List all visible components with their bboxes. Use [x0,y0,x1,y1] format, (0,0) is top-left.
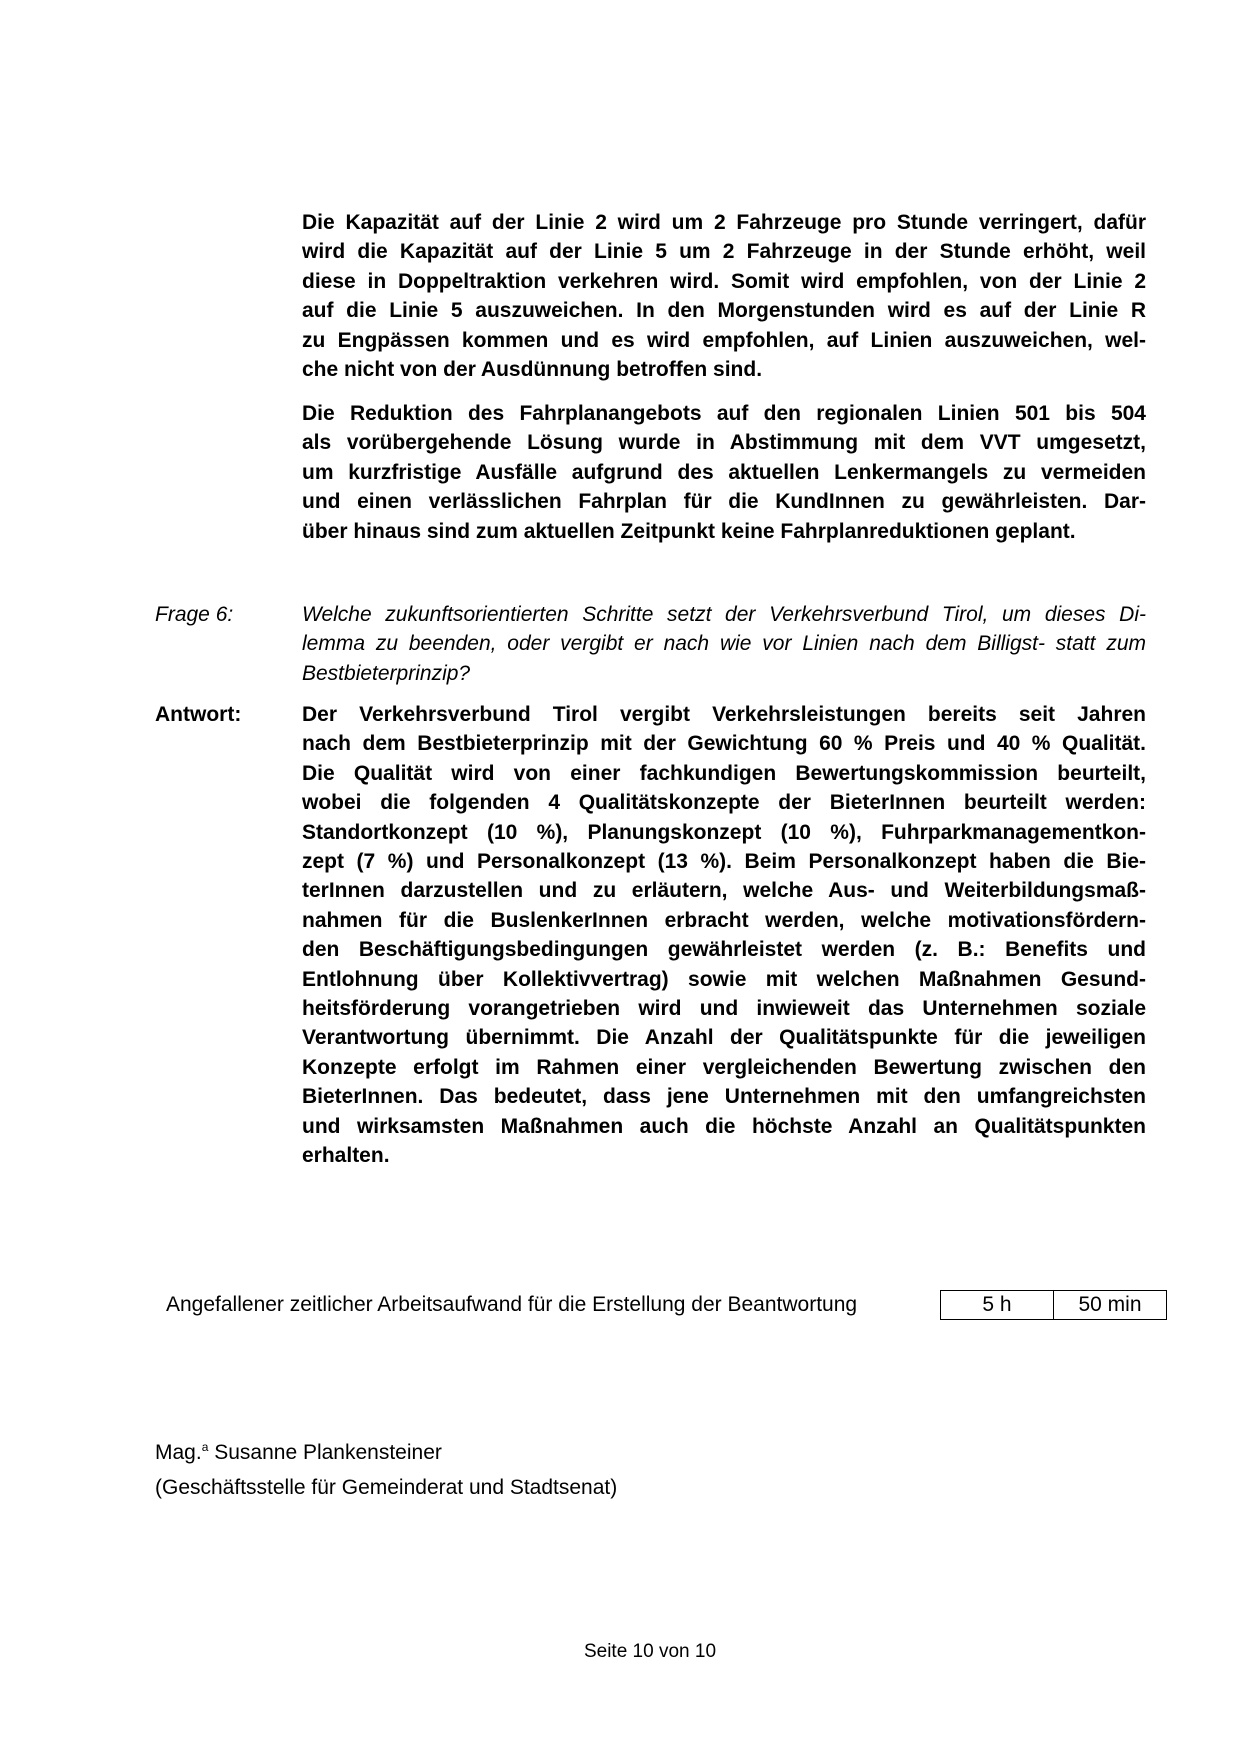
text-line: Die Qualität wird von einer fachkundigen Bewertungskommission beurteilt, [302,761,1146,785]
text-line: Welche zukunftsorientierten Schritte setzt der Verkehrsverbund Tirol, um dieses Di- [302,603,1146,626]
text-line: und einen verlässlichen Fahrplan für die KundInnen zu gewährleisten. Dar- [302,490,1146,514]
text-line: wird die Kapazität auf der Linie 5 um 2 Fahrzeuge in der Stunde erhöht, weil [302,240,1146,264]
signature-name [155,1433,442,1467]
text-line: Die Kapazität auf der Linie 2 wird um 2 Fahrzeuge pro Stunde verringert, dafür [302,211,1146,234]
text-line: Standortkonzept (10 %), Planungskonzept (10 %), Fuhrparkmanagementkon- [302,820,1146,844]
question-label: Frage 6: [155,603,234,626]
signature-title-sup: a [201,1440,209,1454]
signature-department: (Geschäftsstelle für Gemeinderat und Stadtsenat) [155,1476,618,1499]
answer-label: Antwort: [155,703,242,726]
text-line: wobei die folgenden 4 Qualitätskonzepte der BieterInnen beurteilt werden: [302,791,1146,815]
text-line: Bestbieterprinzip? [302,661,471,685]
text-line: Konzepte erfolgt im Rahmen einer vergleichenden Bewertung zwischen den [302,1055,1146,1079]
text-line: über hinaus sind zum aktuellen Zeitpunkt keine Fahrplanreduktionen geplant. [302,519,1076,543]
text-line: heitsförderung vorangetrieben wird und inwieweit das Unternehmen soziale [302,997,1146,1021]
text-line: Entlohnung über Kollektivvertrag) sowie mit welchen Maßnahmen Gesund- [302,967,1146,991]
text-line: lemma zu beenden, oder vergibt er nach wie vor Linien nach dem Billigst- statt zum [302,632,1146,656]
text-line: als vorübergehende Lösung wurde in Abstimmung mit dem VVT umgesetzt, [302,431,1146,455]
effort-minutes: 50 min [1053,1291,1166,1319]
text-line: diese in Doppeltraktion verkehren wird. Somit wird empfohlen, von der Linie 2 [302,269,1146,293]
text-line: Der Verkehrsverbund Tirol vergibt Verkehrsleistungen bereits seit Jahren [302,703,1146,726]
text-line: um kurzfristige Ausfälle aufgrund des aktuellen Lenkermangels zu vermeiden [302,460,1146,484]
text-line: Verantwortung übernimmt. Die Anzahl der Qualitätspunkte für die jeweiligen [302,1026,1146,1050]
text-line: zept (7 %) und Personalkonzept (13 %). Beim Personalkonzept haben die Bie- [302,850,1146,874]
text-line: che nicht von der Ausdünnung betroffen sind. [302,358,763,382]
signature-title: Mag. [155,1441,202,1464]
paragraph-capacity [302,208,1146,384]
text-line: nahmen für die BuslenkerInnen erbracht werden, welche motivationsfördern- [302,908,1146,932]
effort-label: Angefallener zeitlicher Arbeitsaufwand für die Erstellung der Beantwortung [166,1293,858,1316]
text-line: und wirksamsten Maßnahmen auch die höchste Anzahl an Qualitätspunkten [302,1114,1146,1138]
text-line: auf die Linie 5 auszuweichen. In den Morgenstunden wird es auf der Linie R [302,299,1146,323]
question-text [302,600,1146,688]
paragraph-reduction [302,399,1146,546]
text-line: BieterInnen. Das bedeutet, dass jene Unternehmen mit den umfangreichsten [302,1085,1146,1109]
answer-text [302,700,1146,1171]
signature-person: Susanne Plankensteiner [214,1441,442,1464]
effort-table [940,1290,1167,1320]
text-line: nach dem Bestbieterprinzip mit der Gewichtung 60 % Preis und 40 % Qualität. [302,732,1146,756]
text-line: terInnen darzustellen und zu erläutern, welche Aus- und Weiterbildungsmaß- [302,879,1146,903]
text-line: erhalten. [302,1144,390,1168]
text-line: Die Reduktion des Fahrplanangebots auf den regionalen Linien 501 bis 504 [302,402,1146,425]
effort-hours: 5 h [982,1293,1012,1316]
text-line: zu Engpässen kommen und es wird empfohlen, auf Linien auszuweichen, wel- [302,328,1146,352]
page-number: Seite 10 von 10 [583,1641,717,1662]
text-line: den Beschäftigungsbedingungen gewährleistet werden (z. B.: Benefits und [302,938,1146,962]
